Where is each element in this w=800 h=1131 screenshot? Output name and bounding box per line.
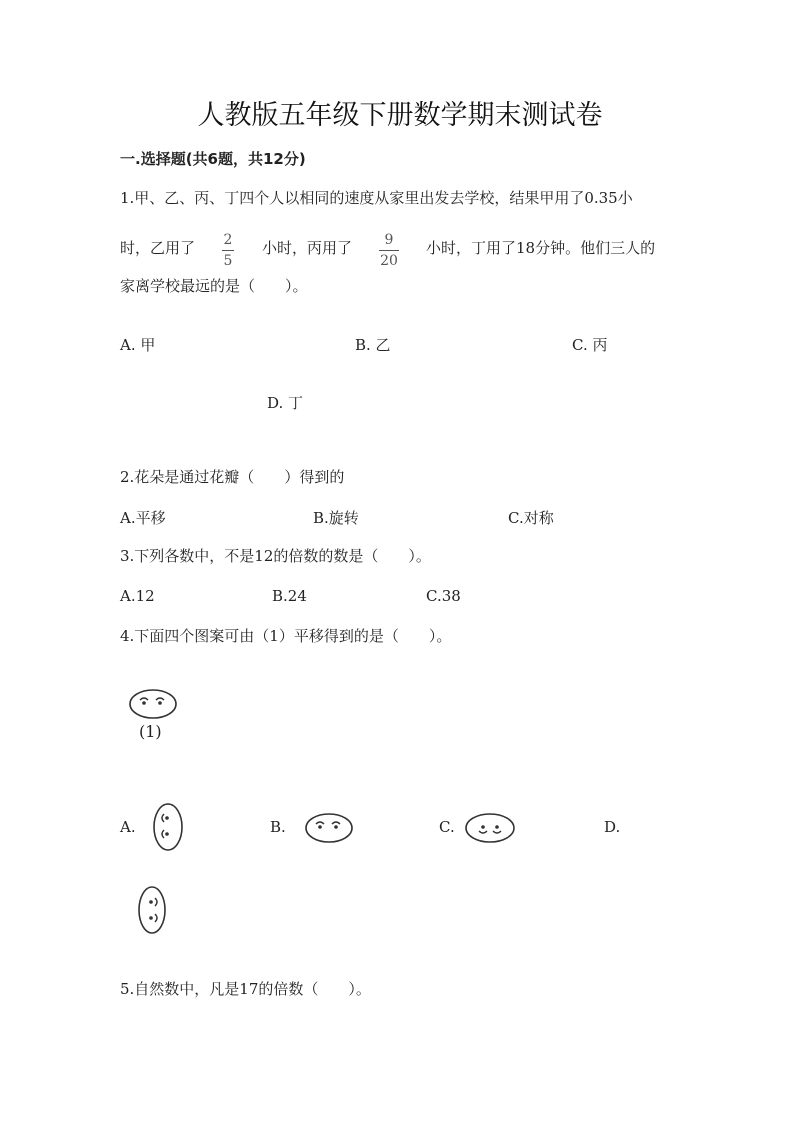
q1-line3: 家离学校最远的是（ ）。 (120, 277, 308, 295)
q2-option-a[interactable]: A.平移 (120, 509, 166, 527)
section-heading: 一.选择题(共6题，共12分) (120, 150, 306, 168)
page-title: 人教版五年级下册数学期末测试卷 (197, 100, 603, 131)
face-flipped-icon[interactable] (464, 812, 516, 844)
q5-text: 5.自然数中，凡是17的倍数（ ）。 (120, 980, 371, 998)
q4-option-d[interactable]: D. (604, 818, 621, 836)
face-rotated-right-icon[interactable] (136, 885, 168, 935)
q3-option-c[interactable]: C.38 (426, 587, 461, 605)
q2-option-b[interactable]: B.旋转 (313, 509, 359, 527)
face-translated-icon[interactable] (304, 812, 354, 844)
fraction-numerator: 2 (223, 232, 233, 248)
q3-text: 3.下列各数中，不是12的倍数的数是（ ）。 (120, 547, 431, 565)
q1-line2-c: 小时，丁用了18分钟。他们三人的 (426, 239, 656, 257)
fraction-bar (222, 250, 234, 251)
q3-option-a[interactable]: A.12 (120, 587, 155, 605)
q4-option-a[interactable]: A. (120, 818, 136, 836)
figure-1-label: (1) (139, 722, 162, 741)
q1-option-d[interactable]: D. 丁 (267, 394, 304, 412)
q2-option-c[interactable]: C.对称 (508, 509, 554, 527)
fraction-bar (379, 250, 399, 251)
q4-option-b[interactable]: B. (270, 818, 286, 836)
fraction-denominator: 20 (380, 253, 398, 269)
q4-text: 4.下面四个图案可由（1）平移得到的是（ ）。 (120, 627, 452, 645)
fraction-2-5 (222, 232, 234, 269)
q4-option-c[interactable]: C. (439, 818, 455, 836)
face-rotated-left-icon[interactable] (151, 802, 185, 852)
fraction-9-20 (379, 232, 399, 269)
q1-line2-b: 小时，丙用了 (262, 239, 353, 257)
q1-option-a[interactable]: A. 甲 (120, 336, 156, 354)
fraction-denominator: 5 (223, 253, 233, 269)
q1-option-c[interactable]: C. 丙 (572, 336, 608, 354)
face-figure-1-icon (128, 688, 178, 720)
q1-option-b[interactable]: B. 乙 (355, 336, 391, 354)
q1-line1: 1.甲、乙、丙、丁四个人以相同的速度从家里出发去学校，结果甲用了0.35小 (120, 189, 633, 207)
q3-option-b[interactable]: B.24 (272, 587, 307, 605)
q2-text: 2.花朵是通过花瓣（ ）得到的 (120, 468, 345, 486)
fraction-numerator: 9 (384, 232, 394, 248)
q1-line2-a: 时，乙用了 (120, 239, 196, 257)
